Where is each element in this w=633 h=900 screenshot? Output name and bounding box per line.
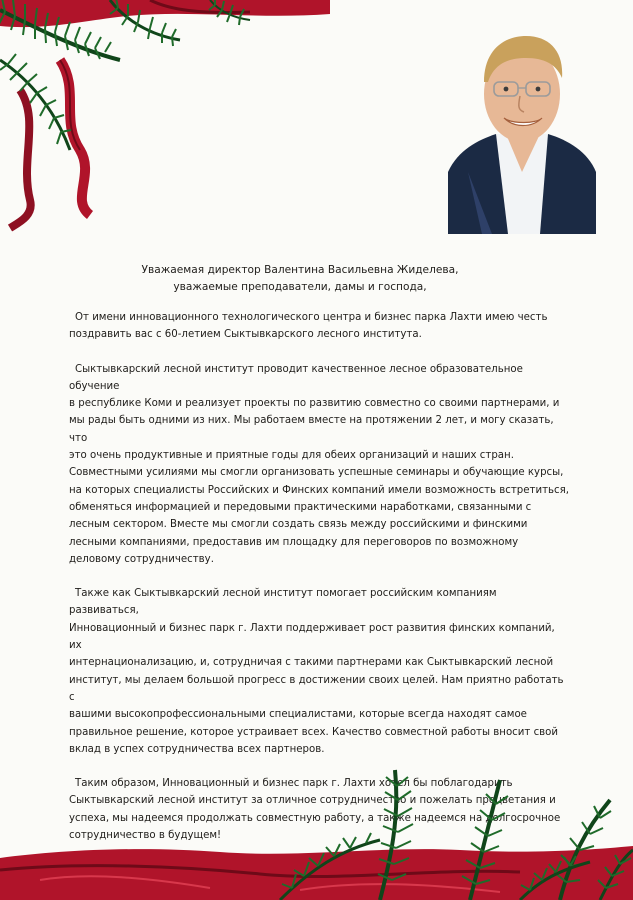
paragraph-4: Таким образом, Инновационный и бизнес парк г. Лахти хотел бы поблагодарить Сыктывкарский лесной институт за отличное сотрудничество и пожелать процветания и успеха, мы надеемся продолжать совместную работу, а также надеемся на долгосрочное сотрудничество в будущем! <box>69 778 561 842</box>
salutation-line-2: уважаемые преподаватели, дамы и господа, <box>173 281 427 293</box>
red-ribbon-bottom-icon <box>0 846 633 900</box>
paragraph-3: Также как Сыктывкарский лесной институт помогает российским компаниям развиваться, Инновационный и бизнес парк г. Лахти поддерживает рост развития финских компаний, их интернационализацию, и, сотрудничая с такими партнерами как Сыктывкарский лесной институт, мы делаем большой прогресс в достижении своих целей. Нам приятно работать с вашими высокопрофессиональными специалистами, которые всегда находят самое правильное решение, которое устраивает всех. Качество совместной работы вносит свой вклад в успех сотрудничества всех партнеров. <box>69 588 564 755</box>
paragraph-2: Сыктывкарский лесной институт проводит качественное лесное образовательное обучение в республике Коми и реализует проекты по развитию совместно со своими партнерами, и мы рады быть одними из них. Мы работаем вместе на протяжении 2 лет, и могу сказать, что это очень продуктивные и приятные годы для обеих организаций и наших стран. Совместными усилиями мы смогли организовать успешные семинары и обучающие курсы, на которых специалисты Российских и Финских компаний имели возможность встретиться, обменяться информацией и передовыми практическими наработками, связанными с лесным сектором. Вместе мы смогли создать связь между российскими и финскими лесными компаниями, предоставив им площадку для переговоров по возможному деловому сотрудничеству. <box>69 363 569 565</box>
paragraph-1: От имени инновационного технологического центра и бизнес парка Лахти имею честь поздравить вас с 60-летием Сыктывкарского лесного института. <box>69 312 548 341</box>
salutation-line-1: Уважаемая директор Валентина Васильевна Жиделева, <box>141 264 459 276</box>
